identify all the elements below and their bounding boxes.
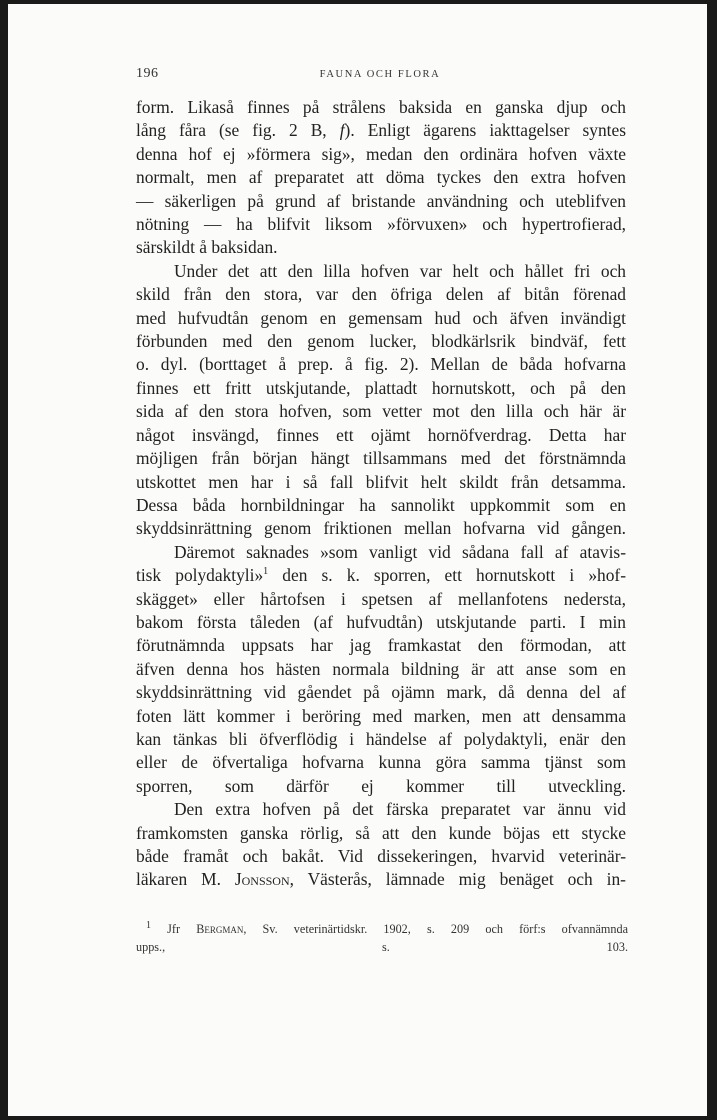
footnote-line [146, 920, 628, 938]
text-line: särskildt å baksidan. [136, 237, 278, 258]
footnote-author: Bergman [196, 922, 244, 936]
text-line: — säkerligen på grund af bristande användning och uteblifven [136, 190, 626, 211]
text-line: denna hof ej »förmera sig», medan den ordinära hofven växte [136, 143, 626, 164]
text-line: skyddsinrättning genom friktionen mellan hofvarna vid gången. [136, 518, 626, 539]
footnotes [136, 919, 628, 956]
footnote-prefix: Jfr [167, 922, 181, 936]
text-line: Den extra hofven på det färska preparatet var ännu vid [174, 799, 626, 820]
text-line: skyddsinrättning vid gåendet på ojämn mark, då denna del af [136, 682, 626, 703]
text-line: kan tänkas bli öfverflödig i händelse af polydaktyli, enär den [136, 728, 626, 749]
text-line: möjligen från början hängt tillsammans med det förstnämnda [136, 448, 626, 469]
page-number: 196 [136, 66, 159, 81]
text-line: Dessa båda hornbildningar ha sannolikt uppkommit som en [136, 494, 626, 515]
footnote-ref[interactable]: 1 [263, 566, 269, 578]
text-line: utskottet men har i så fall blifvit helt skildt från detsamma. [136, 471, 626, 492]
text-line: foten lätt kommer i beröring med marken, men att densamma [136, 705, 626, 726]
text-line: eller de öfvertaliga hofvarna kunna göra samma tjänst som [136, 752, 626, 773]
page-header [136, 66, 624, 86]
text-line [136, 564, 626, 587]
text-line: med hufvudtån genom en gemensam hud och äfven invändigt [136, 307, 626, 328]
italic-letter: f [339, 120, 345, 141]
text-line: förutnämnda uppsats har jag framkastat den förmodan, att [136, 635, 626, 656]
text-line-part: , Västerås, lämnade mig benäget och in- [289, 869, 626, 890]
paragraph-3 [136, 541, 626, 798]
text-line: Under det att den lilla hofven var helt och hållet fri och [174, 260, 626, 281]
text-line-part: lång fåra (se fig. 2 B, f). Enligt ägarens iakttagelser syntes [136, 120, 626, 141]
text-line: sporren, som därför ej kommer till utveckling. [136, 775, 626, 796]
text-line: finnes ett fritt utskjutande, plattadt hornutskott, och på den [136, 377, 626, 398]
text-line: både framåt och bakåt. Vid dissekeringen, hvarvid veterinär- [136, 846, 626, 866]
body-text [136, 96, 626, 892]
text-line: o. dyl. (borttaget å prep. å fig. 2). Mellan de båda hofvarna [136, 354, 626, 375]
text-line [136, 119, 626, 142]
paragraph-1 [136, 96, 626, 260]
text-line: sida af den stora hofven, som vetter mot den lilla och här är [136, 401, 626, 422]
text-line-part: tisk polydaktyli» [136, 565, 264, 586]
text-line: nötning — ha blifvit liksom »förvuxen» och hypertrofierad, [136, 214, 626, 235]
text-line: Däremot saknades »som vanligt vid sådana fall af atavis- [174, 541, 626, 562]
text-line: skägget» eller hårtofsen i spetsen af mellanfotens nedersta, [136, 588, 626, 609]
paragraph-2 [136, 260, 626, 541]
footnote-text: , Sv. veterinärtidskr. 1902, s. 209 och förf:s ofvannämnda [243, 922, 628, 936]
text-line: normalt, men af preparatet att döma tyckes den extra hofven [136, 167, 626, 188]
text-line: framkomsten ganska rörlig, så att den kunde böjas ett stycke [136, 822, 626, 843]
paragraph-4 [136, 798, 626, 892]
text-line: skild från den stora, var den öfriga delen af bitån förenad [136, 284, 626, 305]
running-title: FAUNA OCH FLORA [319, 69, 441, 80]
text-line: bakom första tåleden (af hufvudtån) utskjutande parti. I min [136, 611, 626, 632]
person-name: Jonsson [234, 869, 290, 890]
text-line: förbunden med den genom lucker, blodkärlsrik bindväf, fett [136, 331, 626, 352]
text-line [136, 868, 626, 891]
text-line: äfven denna hos hästen normala bildning är att anse som en [136, 658, 626, 679]
text-line: form. Likaså finnes på strålens baksida en ganska djup och [136, 97, 626, 117]
footnote-marker: 1 [146, 919, 151, 931]
footnote-line: upps., s. 103. [136, 940, 628, 954]
text-line-part: läkaren M. [136, 869, 221, 890]
text-line: något insvängd, finnes ett ojämt hornöfverdrag. Detta har [136, 424, 626, 445]
text-line-part: den s. k. sporren, ett hornutskott i »hof- [282, 565, 627, 586]
